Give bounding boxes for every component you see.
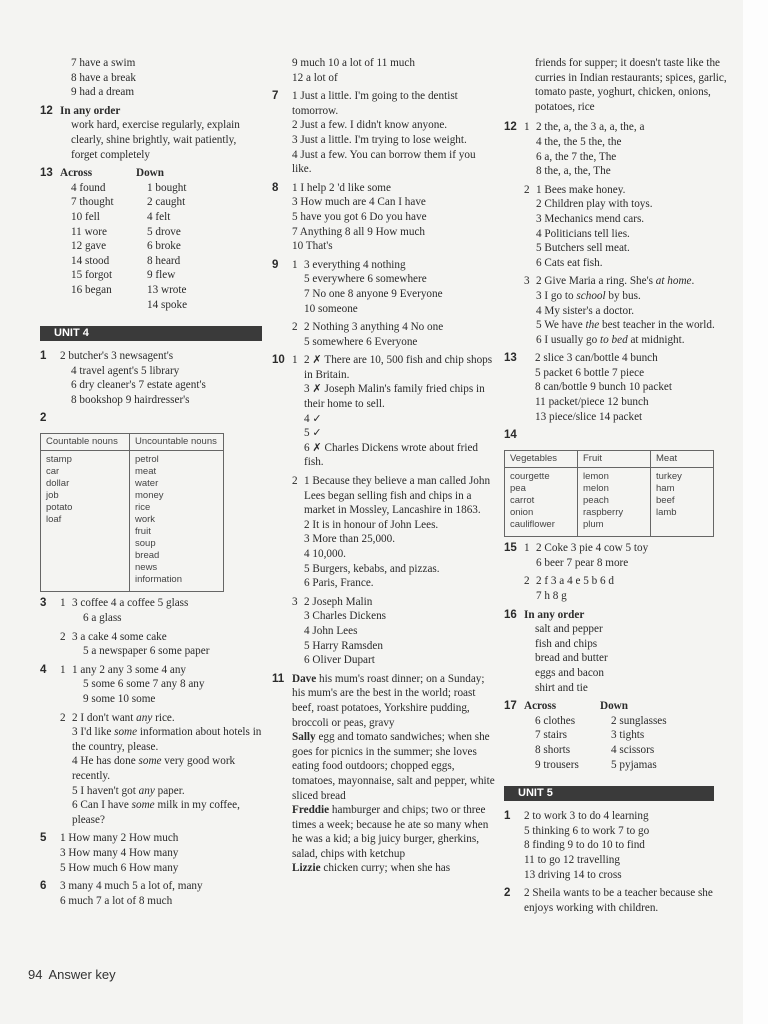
answer-line: 2 butcher's 3 newsagent's (60, 350, 174, 363)
answer-line: 8 shorts (535, 743, 571, 756)
exercise-1 (504, 809, 738, 882)
answer-line: 5 drove (147, 225, 181, 238)
answer-line: 7 h 8 g (536, 590, 567, 603)
answer-line: 6 a, the 7 the, The (536, 150, 617, 163)
sub-number: 2 (524, 183, 530, 196)
answer-line: 2 ✗ There are 10, 500 fish and chip shops in Britain. (304, 354, 493, 381)
table-cell: soup (130, 538, 224, 550)
table-cell: news (130, 562, 224, 574)
sub-number: 1 (292, 258, 298, 271)
answer-line: 5 How much 6 How many (60, 861, 179, 874)
exercise-number: 7 (272, 90, 279, 103)
sub-exercise (60, 596, 262, 625)
answer-line: 9 much 10 a lot of 11 much (292, 57, 415, 69)
answer-text: 2 Sheila wants to be a teacher because she enjoys working with children. (524, 887, 713, 914)
exercise-number: 1 (504, 810, 511, 823)
exercise-13 (504, 351, 738, 424)
table-cell: turkey (651, 468, 714, 484)
answer-line: salt and pepper (535, 623, 603, 636)
exercise-3 (40, 596, 262, 658)
sub-number: 2 (524, 575, 530, 588)
sub-exercise (292, 258, 496, 316)
table-header: Uncountable nouns (130, 434, 224, 451)
down-list (136, 166, 187, 312)
sub-number: 1 (524, 121, 530, 134)
answer-line: 4 ✓ (304, 412, 322, 425)
sub-exercise (524, 183, 738, 271)
answer-line: 10 That's (292, 240, 333, 253)
table-cell (41, 574, 130, 592)
answer-line: 2 Nothing 3 anything 4 No one (304, 321, 444, 334)
answer-line: 7 Anything 8 all 9 How much (292, 225, 425, 238)
answer-line: 3 More than 25,000. (304, 533, 396, 546)
column-2 (272, 56, 496, 880)
table-cell: petrol (130, 451, 224, 467)
exercise-number: 6 (40, 880, 47, 893)
table-header: Vegetables (505, 451, 578, 468)
answer-line: 3 coffee 4 a coffee 5 glass (72, 597, 189, 610)
table-cell: bread (130, 550, 224, 562)
page-footer (28, 968, 116, 983)
answer-entry: Freddie hamburger and chips; two or three times a week; because he ate so many when he was a kid; a big juicy burger, gherkins, salad, chips with ketchup (292, 804, 489, 860)
answer-line: 1 Bees make honey. (536, 183, 626, 196)
exercise-7 (272, 89, 496, 177)
answer-line: 3 Just a little. I'm trying to lose weight. (292, 133, 467, 146)
answer-line: shirt and tie (535, 681, 588, 694)
answer-line: 5 ✓ (304, 427, 322, 440)
block-continued (504, 56, 738, 114)
answer-line: 11 wore (71, 225, 107, 238)
block-continued (272, 56, 496, 85)
answer-line: 2 Joseph Malin (304, 595, 373, 608)
across-list (524, 699, 600, 772)
answer-line: 5 everywhere 6 somewhere (304, 273, 427, 286)
table-cell (41, 562, 130, 574)
answer-line: 5 packet 6 bottle 7 piece (535, 366, 645, 379)
answer-line: 6 Can I have some milk in my coffee, please? (72, 799, 240, 826)
answer-line: 6 a glass (83, 612, 122, 625)
answer-line: 1 any 2 any 3 some 4 any (72, 663, 187, 676)
answer-line: 14 spoke (147, 298, 188, 311)
table-cell: loaf (41, 514, 130, 526)
exercise-12 (504, 120, 738, 347)
answer-line: 12 gave (71, 240, 107, 253)
down-list (600, 699, 667, 772)
answer-line: 9 trousers (535, 758, 579, 771)
answer-line: 11 to go 12 travelling (524, 853, 620, 866)
answer-line: 15 forgot (71, 269, 113, 282)
table-header: Fruit (578, 451, 651, 468)
table-cell: car (41, 466, 130, 478)
sub-exercise (524, 574, 738, 603)
answer-line: 3 I go to school by bus. (536, 289, 641, 302)
table-cell: carrot (505, 495, 578, 507)
exercise-1 (40, 349, 262, 407)
exercise-number: 1 (40, 350, 47, 363)
answer-line: 7 No one 8 anyone 9 Everyone (304, 287, 443, 300)
across-heading: Across (60, 167, 93, 180)
table-cell (41, 538, 130, 550)
sub-number: 3 (524, 275, 530, 288)
answer-line: 4 My sister's a doctor. (536, 304, 635, 317)
exercise-number: 13 (504, 352, 517, 365)
exercise-12 (40, 104, 262, 162)
table-cell: pea (505, 483, 578, 495)
answer-line: 5 Harry Ramsden (304, 639, 383, 652)
exercise-number: 13 (40, 167, 53, 180)
table-cell: plum (578, 519, 651, 537)
answer-line: 13 driving 14 to cross (524, 868, 622, 881)
answer-line: 2 sunglasses (611, 714, 667, 727)
answer-entry: Dave his mum's roast dinner; on a Sunday; his mum's are the best in the world; roast beef, roast potatoes, Yorkshire pudding, broccoli or peas, gravy (292, 672, 485, 729)
exercise-heading: In any order (60, 104, 121, 117)
answer-line: 1 Because they believe a man called John Lees began selling fish and chips in a market in Mossley, Lancashire in 1863. (304, 475, 491, 517)
table-cell: water (130, 478, 224, 490)
answer-line: 1 Just a little. I'm going to the dentist tomorrow. (292, 90, 458, 117)
answer-line: 3 I'd like some information about hotels in the country, please. (72, 726, 262, 753)
down-heading: Down (136, 167, 164, 180)
exercise-heading: In any order (524, 608, 585, 621)
footer-label: Answer key (48, 967, 116, 982)
answer-line: 4 scissors (611, 743, 655, 756)
sub-number: 1 (524, 542, 530, 555)
sub-exercise (524, 541, 738, 570)
answer-line: 8 can/bottle 9 bunch 10 packet (535, 381, 673, 394)
answer-line: 6 Paris, France. (304, 577, 374, 590)
exercise-13 (40, 166, 262, 312)
table-cell: beef (651, 495, 714, 507)
answer-line: 14 stood (71, 254, 110, 267)
answer-line: 12 a lot of (292, 71, 338, 84)
answer-line: 5 Burgers, kebabs, and pizzas. (304, 562, 440, 575)
answer-line: 4 Just a few. You can borrow them if you like. (292, 148, 476, 176)
exercise-number: 8 (272, 181, 279, 194)
column-3 (504, 56, 738, 919)
exercise-number: 14 (504, 429, 517, 442)
answer-line: 8 have a break (71, 71, 136, 84)
answer-line: 5 pyjamas (611, 758, 657, 771)
table-cell: money (130, 490, 224, 502)
answer-line: 9 flew (147, 269, 176, 282)
answer-line: 3 everything 4 nothing (304, 258, 406, 271)
answer-line: 6 ✗ Charles Dickens wrote about fried fish. (304, 441, 479, 469)
exercise-4 (40, 663, 262, 828)
table-cell: meat (130, 466, 224, 478)
table-cell: stamp (41, 451, 130, 467)
sub-number: 2 (60, 630, 66, 643)
sub-exercise (292, 474, 496, 591)
column-1 (40, 56, 262, 912)
exercise-number: 12 (504, 121, 517, 134)
answer-line: 3 Mechanics mend cars. (536, 212, 645, 225)
table-cell (41, 526, 130, 538)
table-cell: raspberry (578, 507, 651, 519)
answer-line: 2 Coke 3 pie 4 cow 5 toy (536, 542, 649, 555)
across-list (60, 166, 136, 312)
answer-line: 6 Cats eat fish. (536, 256, 603, 269)
answer-line: 2 Give Maria a ring. She's at home. (536, 275, 695, 288)
table-cell: rice (130, 502, 224, 514)
answer-line: 5 We have the best teacher in the world. (536, 319, 715, 332)
across-heading: Across (524, 700, 557, 713)
answer-line: 5 have you got 6 Do you have (292, 210, 427, 223)
table-cell: courgette (505, 468, 578, 484)
sub-number: 1 (292, 354, 298, 367)
exercise-number: 4 (40, 663, 47, 676)
answer-line: 11 packet/piece 12 bunch (535, 396, 649, 409)
answer-line: 3 Charles Dickens (304, 610, 387, 623)
answer-line: 4 felt (147, 210, 171, 223)
answer-entry: Lizzie chicken curry; when she has (292, 862, 451, 875)
table-cell (651, 519, 714, 537)
unit-heading: UNIT 4 (40, 326, 262, 341)
answer-line: 13 piece/slice 14 packet (535, 410, 643, 423)
answer-line: 1 How many 2 How much (60, 832, 179, 845)
answer-line: fish and chips (535, 637, 598, 650)
sub-exercise (524, 274, 738, 347)
exercise-number: 11 (272, 672, 285, 685)
answer-line: 9 had a dream (71, 86, 135, 99)
answer-line: 6 clothes (535, 714, 576, 727)
exercise-5 (40, 831, 262, 875)
answer-line: 8 finding 9 to do 10 to find (524, 839, 645, 852)
nouns-table (40, 433, 224, 592)
answer-line: 4 He has done some very good work recently. (72, 755, 236, 782)
sub-number: 1 (60, 663, 66, 676)
answer-line: 2 Just a few. I didn't know anyone. (292, 119, 448, 132)
exercise-number: 5 (40, 832, 47, 845)
answer-line: 5 thinking 6 to work 7 to go (524, 824, 650, 837)
exercise-2 (40, 411, 262, 592)
answer-line: 8 bookshop 9 hairdresser's (71, 393, 190, 406)
answer-line: 6 dry cleaner's 7 estate agent's (71, 379, 206, 392)
answer-line: 8 heard (147, 254, 181, 267)
answer-line: 2 f 3 a 4 e 5 b 6 d (536, 575, 614, 588)
table-cell: peach (578, 495, 651, 507)
answer-line: 13 wrote (147, 283, 187, 296)
sub-exercise (60, 630, 262, 659)
answer-line: 2 to work 3 to do 4 learning (524, 810, 649, 823)
exercise-14 (504, 428, 738, 537)
table-cell: ham (651, 483, 714, 495)
answer-line: 2 caught (147, 196, 186, 209)
food-table (504, 450, 714, 537)
answer-line: 6 beer 7 pear 8 more (536, 556, 629, 569)
answer-line: 7 stairs (535, 729, 568, 742)
exercise-number: 12 (40, 104, 53, 117)
sub-exercise (524, 120, 738, 178)
answer-line: 3 tights (611, 729, 645, 742)
exercise-8 (272, 181, 496, 254)
answer-line: 8 the, a, the, The (536, 165, 611, 178)
exercise-number: 16 (504, 608, 517, 621)
down-heading: Down (600, 700, 628, 713)
answer-line: 9 some 10 some (83, 693, 156, 706)
answer-line: 4 the, the 5 the, the (536, 135, 622, 148)
sub-exercise (60, 663, 262, 707)
answer-line: 2 It is in honour of John Lees. (304, 518, 439, 531)
exercise-number: 15 (504, 542, 517, 555)
exercise-2 (504, 886, 738, 915)
exercise-9 (272, 258, 496, 350)
exercise-number: 9 (272, 258, 279, 271)
table-header: Countable nouns (41, 434, 130, 451)
answer-line: 2 the, a, the 3 a, a, the, a (536, 121, 645, 134)
answer-line: 6 broke (147, 240, 181, 253)
answer-line: 5 somewhere 6 Everyone (304, 335, 418, 348)
answer-line: 5 Butchers sell meat. (536, 242, 630, 255)
answer-line: 4 travel agent's 5 library (71, 364, 180, 377)
table-cell: work (130, 514, 224, 526)
table-cell: lemon (578, 468, 651, 484)
answer-line: 3 How much are 4 Can I have (292, 196, 426, 209)
sub-exercise (292, 353, 496, 470)
answer-line: 3 ✗ Joseph Malin's family fried chips in their home to sell. (304, 383, 485, 411)
exercise-16 (504, 608, 738, 696)
answer-line: 1 I help 2 'd like some (292, 181, 391, 194)
exercise-number: 17 (504, 700, 517, 713)
answer-line: 4 Politicians tell lies. (536, 227, 630, 240)
answer-line: 4 10,000. (304, 548, 346, 560)
exercise-15 (504, 541, 738, 603)
answer-line: 10 someone (304, 302, 358, 315)
exercise-number: 10 (272, 354, 285, 367)
answer-line: 5 I haven't got any paper. (72, 784, 185, 797)
answer-line: 6 much 7 a lot of 8 much (60, 894, 173, 907)
block-continued (40, 56, 262, 100)
sub-number: 1 (60, 597, 66, 610)
answer-line: 2 I don't want any rice. (72, 711, 175, 724)
table-cell: cauliflower (505, 519, 578, 537)
answer-text: friends for supper; it doesn't taste like the curries in Indian restaurants; spices, garlic, tomato paste, yoghurt, chicken, onions, potatoes, rice (535, 57, 727, 113)
exercise-number: 3 (40, 597, 47, 610)
table-cell: melon (578, 483, 651, 495)
table-cell: onion (505, 507, 578, 519)
table-header: Meat (651, 451, 714, 468)
answer-entry: Sally egg and tomato sandwiches; when she goes for picnics in the summer; she loves eating food outdoors; chopped eggs, tomatoes, mayonnaise, salt and pepper, white sliced bread (292, 731, 495, 802)
sub-exercise (60, 711, 262, 828)
answer-line: 3 many 4 much 5 a lot of, many (60, 880, 203, 893)
answer-line: 6 Oliver Dupart (304, 654, 375, 667)
answer-line: 7 thought (71, 196, 114, 209)
answer-line: 6 I usually go to bed at midnight. (536, 333, 685, 346)
answer-line: 4 John Lees (304, 624, 358, 637)
table-cell: potato (41, 502, 130, 514)
answer-line: 10 fell (71, 210, 100, 223)
table-cell: lamb (651, 507, 714, 519)
exercise-6 (40, 879, 262, 908)
table-cell: information (130, 574, 224, 592)
answer-line: bread and butter (535, 652, 608, 665)
sub-exercise (292, 595, 496, 668)
exercise-10 (272, 353, 496, 667)
page-edge (743, 0, 768, 1024)
sub-number: 2 (292, 475, 298, 488)
answer-line: eggs and bacon (535, 667, 604, 679)
unit-heading: UNIT 5 (504, 786, 714, 801)
exercise-11 (272, 672, 496, 876)
answer-line: 7 have a swim (71, 57, 136, 69)
answer-line: 5 some 6 some 7 any 8 any (83, 678, 205, 691)
answer-text: work hard, exercise regularly, explain clearly, shine brightly, wait patiently, forget completely (71, 119, 240, 161)
table-cell: job (41, 490, 130, 502)
sub-number: 3 (292, 595, 298, 608)
table-cell (41, 550, 130, 562)
answer-line: 2 Children play with toys. (536, 198, 653, 211)
exercise-number: 2 (504, 887, 511, 900)
answer-line: 5 a newspaper 6 some paper (83, 645, 210, 658)
answer-line: 4 found (71, 181, 106, 194)
answer-line: 3 a cake 4 some cake (72, 630, 167, 643)
answer-line: 1 bought (147, 181, 187, 194)
sub-number: 2 (292, 321, 298, 334)
answer-line: 16 began (71, 283, 112, 296)
page-number: 94 (28, 967, 43, 982)
answer-line: 2 slice 3 can/bottle 4 bunch (535, 352, 658, 365)
table-cell: fruit (130, 526, 224, 538)
sub-number: 2 (60, 711, 66, 724)
table-cell: dollar (41, 478, 130, 490)
exercise-17 (504, 699, 738, 772)
exercise-number: 2 (40, 412, 47, 425)
sub-exercise (292, 320, 496, 349)
answer-line: 3 How many 4 How many (60, 846, 179, 859)
